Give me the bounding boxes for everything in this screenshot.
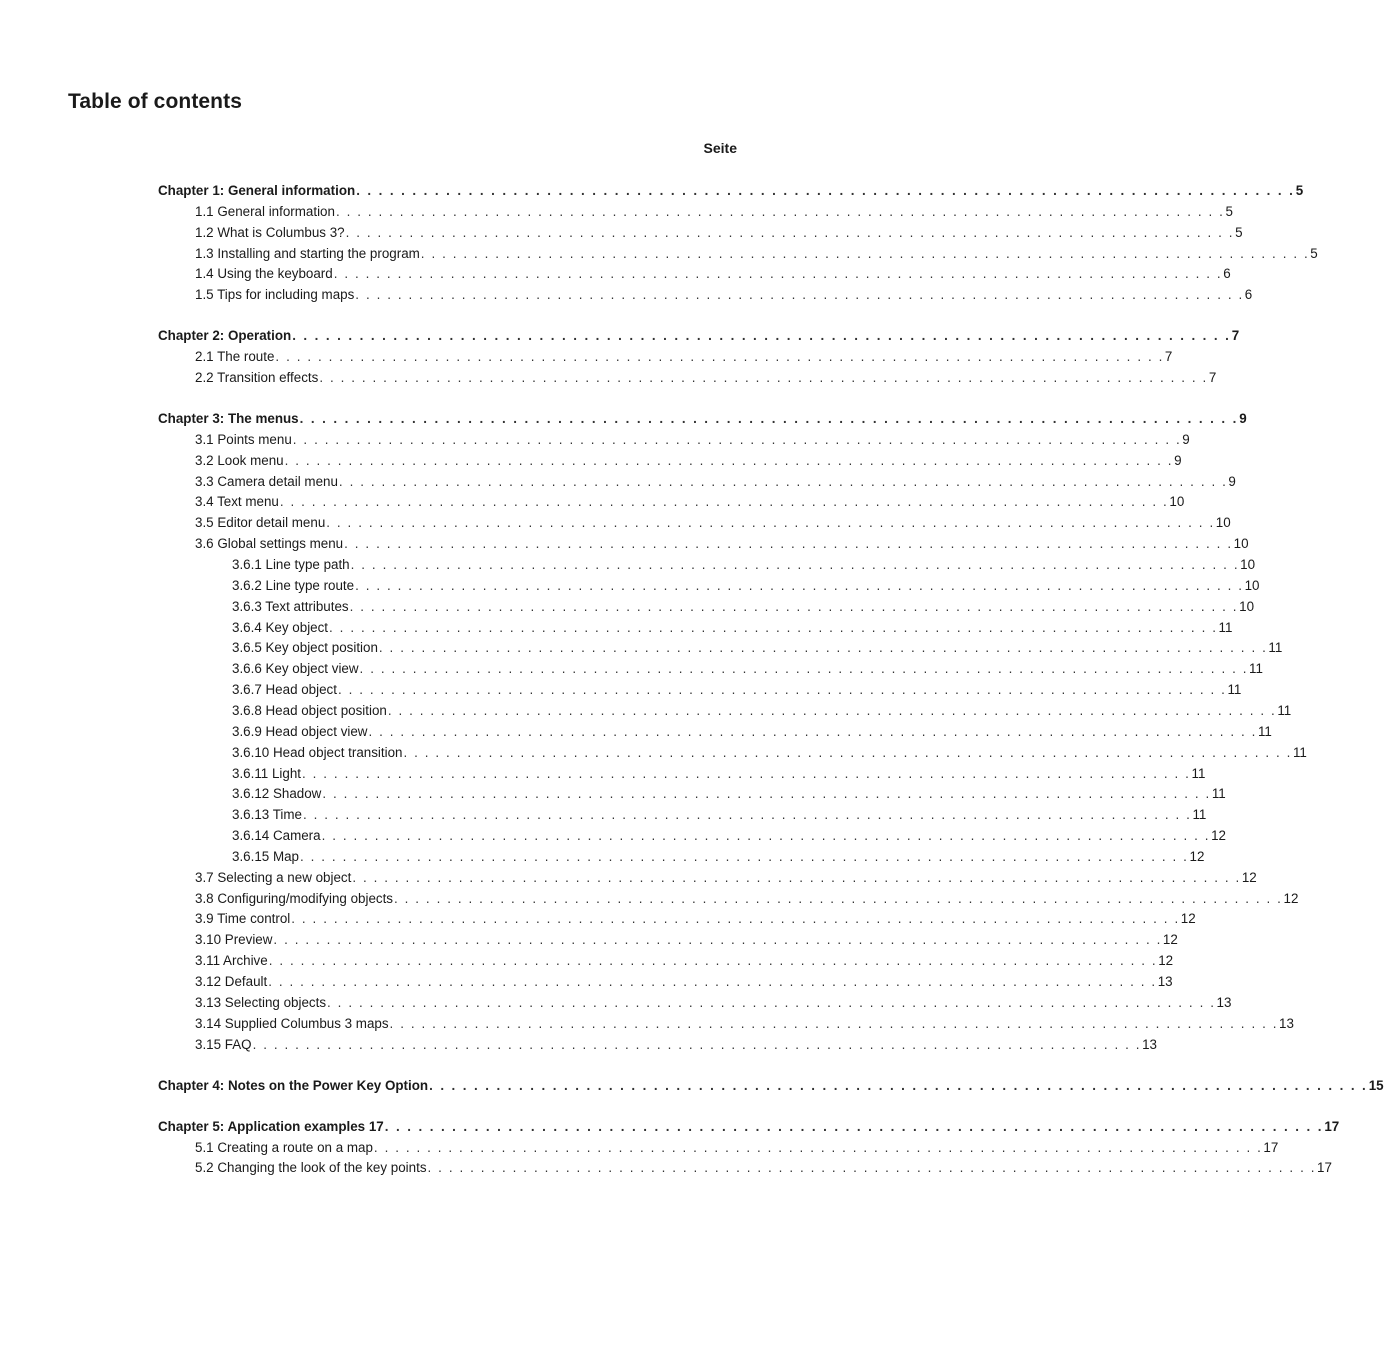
page-column-header: Seite [703,140,737,156]
toc-section-entry[interactable] [232,743,1307,763]
dot-leader: . . . . . . . . . . . . . . . . . . . . . . . . . . . . . . . . . . . . . . . . . . . . . . . . . . . . . . . . . . . . . . . . . . . . . . . . . . . . . . . . . . . . [368,723,1257,739]
dot-leader: . . . . . . . . . . . . . . . . . . . . . . . . . . . . . . . . . . . . . . . . . . . . . . . . . . . . . . . . . . . . . . . . . . . . . . . . . . . . . . . . . . . . [326,515,1215,531]
toc-section-entry[interactable] [232,555,1256,575]
toc-entry-title: 1.2 What is Columbus 3? [195,224,345,240]
toc-page-number: 17 [1324,1118,1340,1134]
toc-section-entry[interactable] [195,244,1318,264]
toc-section-entry[interactable] [232,576,1260,596]
toc-chapter-entry[interactable] [158,181,1304,201]
toc-entry-title: 3.6.8 Head object position [232,702,387,718]
toc-section-entry[interactable] [232,784,1226,804]
toc-section-entry[interactable] [195,347,1173,367]
toc-entry-title: 3.6 Global settings menu [195,536,344,552]
toc-entry-title: 3.6.1 Line type path [232,557,350,572]
toc-entry-title: 3.14 Supplied Columbus 3 maps [195,1015,389,1031]
toc-page-number: 15 [1368,1077,1384,1093]
toc-page-number: 17 [1317,1160,1332,1176]
toc-page-number: 5 [1235,224,1243,240]
toc-page-number: 12 [1241,869,1257,885]
dot-leader: . . . . . . . . . . . . . . . . . . . . . . . . . . . . . . . . . . . . . . . . . . . . . . . . . . . . . . . . . . . . . . . . . . . . . . . . . . . . . . . . . . . . [333,266,1223,282]
dot-leader: . . . . . . . . . . . . . . . . . . . . . . . . . . . . . . . . . . . . . . . . . . . . . . . . . . . . . . . . . . . . . . . . . . . . . . . . . . . . . . . . . . . . [302,807,1192,823]
dot-leader: . . . . . . . . . . . . . . . . . . . . . . . . . . . . . . . . . . . . . . . . . . . . . . . . . . . . . . . . . . . . . . . . . . . . . . . . . . . . . . . . . . . . [356,183,1295,198]
toc-entry-title: 3.11 Archive [195,953,268,969]
page-title: Table of contents [68,90,242,113]
toc-page-number: 5 [1295,183,1304,198]
toc-page-number: 11 [1249,661,1263,677]
toc-section-entry[interactable] [195,534,1249,554]
toc-page-number: 12 [1158,953,1174,969]
toc-section-entry[interactable] [232,826,1226,846]
toc-section-entry[interactable] [232,722,1272,742]
toc-section-entry[interactable] [195,202,1233,222]
dot-leader: . . . . . . . . . . . . . . . . . . . . . . . . . . . . . . . . . . . . . . . . . . . . . . . . . . . . . . . . . . . . . . . . . . . . . . . . . . . . . . . . . . . . [284,452,1174,468]
toc-page-number: 12 [1211,828,1226,844]
toc-entry-title: 3.7 Selecting a new object [195,869,352,885]
toc-section-entry[interactable] [195,930,1178,950]
dot-leader: . . . . . . . . . . . . . . . . . . . . . . . . . . . . . . . . . . . . . . . . . . . . . . . . . . . . . . . . . . . . . . . . . . . . . . . . . . . . . . . . . . . . [344,536,1233,552]
dot-leader: . . . . . . . . . . . . . . . . . . . . . . . . . . . . . . . . . . . . . . . . . . . . . . . . . . . . . . . . . . . . . . . . . . . . . . . . . . . . . . . . . . . . [384,1118,1324,1134]
dot-leader: . . . . . . . . . . . . . . . . . . . . . . . . . . . . . . . . . . . . . . . . . . . . . . . . . . . . . . . . . . . . . . . . . . . . . . . . . . . . . . . . . . . . [268,974,1157,989]
toc-page-number: 9 [1182,431,1190,447]
toc-page-number: 11 [1192,807,1207,823]
toc-entry-title: Chapter 5: Application examples 17 [158,1118,384,1134]
dot-leader: . . . . . . . . . . . . . . . . . . . . . . . . . . . . . . . . . . . . . . . . . . . . . . . . . . . . . . . . . . . . . . . . . . . . . . . . . . . . . . . . . . . . [335,203,1225,219]
toc-section-entry[interactable] [195,993,1232,1013]
toc-page-number: 5 [1225,203,1233,219]
toc-entry-title: 3.3 Camera detail menu [195,473,338,489]
toc-entry-title: 3.4 Text menu [195,494,279,510]
toc-section-entry[interactable] [195,951,1174,971]
toc-page-number: 13 [1216,994,1232,1010]
toc-entry-title: 3.6.11 Light [232,765,301,781]
toc-page-number: 11 [1292,744,1307,760]
toc-entry-title: 1.5 Tips for including maps [195,287,355,303]
dot-leader: . . . . . . . . . . . . . . . . . . . . . . . . . . . . . . . . . . . . . . . . . . . . . . . . . . . . . . . . . . . . . . . . . . . . . . . . . . . . . . . . . . . . [299,411,1239,427]
toc-section-entry[interactable] [195,1035,1157,1055]
toc-page-number: 10 [1240,557,1256,572]
toc-entry-title: 3.8 Configuring/modifying objects [195,890,393,906]
dot-leader: . . . . . . . . . . . . . . . . . . . . . . . . . . . . . . . . . . . . . . . . . . . . . . . . . . . . . . . . . . . . . . . . . . . . . . . . . . . . . . . . . . . . [429,1077,1368,1093]
dot-leader: . . . . . . . . . . . . . . . . . . . . . . . . . . . . . . . . . . . . . . . . . . . . . . . . . . . . . . . . . . . . . . . . . . . . . . . . . . . . . . . . . . . . [394,890,1283,906]
toc-page-number: 11 [1218,619,1233,635]
dot-leader: . . . . . . . . . . . . . . . . . . . . . . . . . . . . . . . . . . . . . . . . . . . . . . . . . . . . . . . . . . . . . . . . . . . . . . . . . . . . . . . . . . . . [373,1139,1263,1155]
dot-leader: . . . . . . . . . . . . . . . . . . . . . . . . . . . . . . . . . . . . . . . . . . . . . . . . . . . . . . . . . . . . . . . . . . . . . . . . . . . . . . . . . . . . [252,1036,1142,1052]
toc-entry-title: 3.5 Editor detail menu [195,515,326,531]
toc-section-entry[interactable] [232,847,1205,867]
toc-page-number: 11 [1268,640,1283,656]
toc-section-entry[interactable] [195,430,1190,450]
dot-leader: . . . . . . . . . . . . . . . . . . . . . . . . . . . . . . . . . . . . . . . . . . . . . . . . . . . . . . . . . . . . . . . . . . . . . . . . . . . . . . . . . . . . [291,911,1180,927]
toc-page-number: 6 [1244,287,1253,303]
dot-leader: . . . . . . . . . . . . . . . . . . . . . . . . . . . . . . . . . . . . . . . . . . . . . . . . . . . . . . . . . . . . . . . . . . . . . . . . . . . . . . . . . . . . [300,848,1189,864]
toc-chapter-entry[interactable] [158,409,1247,429]
toc-section-entry[interactable] [232,805,1207,825]
toc-section-entry[interactable] [195,889,1299,909]
toc-section-entry[interactable] [195,285,1253,305]
toc-page-number: 13 [1157,974,1173,989]
toc-entry-title: 3.6.2 Line type route [232,577,355,593]
toc-section-entry[interactable] [195,492,1185,512]
toc-page-number: 10 [1215,515,1231,531]
toc-page-number: 10 [1239,598,1255,614]
toc-section-entry[interactable] [195,472,1236,492]
toc-entry-title: 3.6.6 Key object view [232,661,359,677]
dot-leader: . . . . . . . . . . . . . . . . . . . . . . . . . . . . . . . . . . . . . . . . . . . . . . . . . . . . . . . . . . . . . . . . . . . . . . . . . . . . . . . . . . . . [268,953,1158,969]
toc-entry-title: 3.1 Points menu [195,431,292,447]
toc-section-entry[interactable] [232,680,1242,700]
toc-entry-title: 1.1 General information [195,203,335,219]
toc-entry-title: Chapter 3: The menus [158,411,299,427]
toc-entry-title: 3.12 Default [195,974,268,989]
toc-entry-title: 3.6.3 Text attributes [232,598,349,614]
toc-entry-title: 3.6.15 Map [232,848,299,864]
dot-leader: . . . . . . . . . . . . . . . . . . . . . . . . . . . . . . . . . . . . . . . . . . . . . . . . . . . . . . . . . . . . . . . . . . . . . . . . . . . . . . . . . . . . [350,557,1240,572]
toc-section-entry[interactable] [195,513,1231,533]
toc-chapter-entry[interactable] [158,326,1240,346]
toc-section-entry[interactable] [232,597,1255,617]
dot-leader: . . . . . . . . . . . . . . . . . . . . . . . . . . . . . . . . . . . . . . . . . . . . . . . . . . . . . . . . . . . . . . . . . . . . . . . . . . . . . . . . . . . . [355,287,1244,303]
toc-page-number: 10 [1244,577,1260,593]
toc-section-entry[interactable] [195,1158,1332,1178]
dot-leader: . . . . . . . . . . . . . . . . . . . . . . . . . . . . . . . . . . . . . . . . . . . . . . . . . . . . . . . . . . . . . . . . . . . . . . . . . . . . . . . . . . . . [359,661,1249,677]
dot-leader: . . . . . . . . . . . . . . . . . . . . . . . . . . . . . . . . . . . . . . . . . . . . . . . . . . . . . . . . . . . . . . . . . . . . . . . . . . . . . . . . . . . . [337,682,1227,698]
toc-entry-title: 3.6.4 Key object [232,619,329,635]
dot-leader: . . . . . . . . . . . . . . . . . . . . . . . . . . . . . . . . . . . . . . . . . . . . . . . . . . . . . . . . . . . . . . . . . . . . . . . . . . . . . . . . . . . . [389,1015,1279,1031]
toc-entry-title: 3.10 Preview [195,932,273,948]
dot-leader: . . . . . . . . . . . . . . . . . . . . . . . . . . . . . . . . . . . . . . . . . . . . . . . . . . . . . . . . . . . . . . . . . . . . . . . . . . . . . . . . . . . . [273,932,1162,948]
toc-chapter-entry[interactable] [158,1076,1384,1096]
toc-entry-title: 1.4 Using the keyboard [195,266,333,282]
toc-page-number: 12 [1283,890,1299,906]
toc-entry-title: Chapter 1: General information [158,183,356,198]
dot-leader: . . . . . . . . . . . . . . . . . . . . . . . . . . . . . . . . . . . . . . . . . . . . . . . . . . . . . . . . . . . . . . . . . . . . . . . . . . . . . . . . . . . . [302,765,1191,781]
toc-chapter-entry[interactable] [158,1117,1340,1137]
toc-page-number: 11 [1257,723,1272,739]
toc-section-entry[interactable] [232,659,1263,679]
toc-page-number: 17 [1263,1139,1279,1155]
dot-leader: . . . . . . . . . . . . . . . . . . . . . . . . . . . . . . . . . . . . . . . . . . . . . . . . . . . . . . . . . . . . . . . . . . . . . . . . . . . . . . . . . . . . [275,349,1164,365]
toc-page-number: 12 [1162,932,1178,948]
toc-page-number: 11 [1277,702,1292,718]
toc-page-number: 13 [1142,1036,1157,1052]
toc-page-number: 7 [1164,349,1173,365]
dot-leader: . . . . . . . . . . . . . . . . . . . . . . . . . . . . . . . . . . . . . . . . . . . . . . . . . . . . . . . . . . . . . . . . . . . . . . . . . . . . . . . . . . . . [355,577,1244,593]
dot-leader: . . . . . . . . . . . . . . . . . . . . . . . . . . . . . . . . . . . . . . . . . . . . . . . . . . . . . . . . . . . . . . . . . . . . . . . . . . . . . . . . . . . . [427,1160,1317,1176]
toc-entry-title: 2.2 Transition effects [195,370,319,385]
toc-section-entry[interactable] [232,638,1283,658]
toc-entry-title: 3.6.10 Head object transition [232,744,403,760]
toc-section-entry[interactable] [195,368,1217,388]
dot-leader: . . . . . . . . . . . . . . . . . . . . . . . . . . . . . . . . . . . . . . . . . . . . . . . . . . . . . . . . . . . . . . . . . . . . . . . . . . . . . . . . . . . . [349,598,1239,614]
toc-section-entry[interactable] [195,223,1243,243]
toc-section-entry[interactable] [195,972,1173,992]
toc-entry-title: 3.15 FAQ [195,1036,252,1052]
toc-entry-title: 3.6.12 Shadow [232,786,322,802]
toc-entry-title: 1.3 Installing and starting the program [195,245,420,261]
toc-entry-title: 3.9 Time control [195,911,291,927]
toc-page-number: 10 [1233,536,1249,552]
toc-page-number: 12 [1180,911,1196,927]
toc-section-entry[interactable] [195,868,1257,888]
dot-leader: . . . . . . . . . . . . . . . . . . . . . . . . . . . . . . . . . . . . . . . . . . . . . . . . . . . . . . . . . . . . . . . . . . . . . . . . . . . . . . . . . . . . [322,786,1211,802]
toc-entry-title: 3.6.5 Key object position [232,640,378,656]
dot-leader: . . . . . . . . . . . . . . . . . . . . . . . . . . . . . . . . . . . . . . . . . . . . . . . . . . . . . . . . . . . . . . . . . . . . . . . . . . . . . . . . . . . . [279,494,1169,510]
toc-entry-title: 3.6.13 Time [232,807,302,823]
dot-leader: . . . . . . . . . . . . . . . . . . . . . . . . . . . . . . . . . . . . . . . . . . . . . . . . . . . . . . . . . . . . . . . . . . . . . . . . . . . . . . . . . . . . [329,619,1218,635]
toc-entry-title: 3.6.9 Head object view [232,723,368,739]
toc-entry-title: 3.2 Look menu [195,452,284,468]
toc-entry-title: Chapter 4: Notes on the Power Key Option [158,1077,429,1093]
dot-leader: . . . . . . . . . . . . . . . . . . . . . . . . . . . . . . . . . . . . . . . . . . . . . . . . . . . . . . . . . . . . . . . . . . . . . . . . . . . . . . . . . . . . [420,245,1310,261]
toc-page-number: 7 [1231,328,1240,344]
toc-page-number: 6 [1223,266,1231,282]
toc-page-number: 12 [1189,848,1205,864]
toc-entry-title: 3.13 Selecting objects [195,994,327,1010]
dot-leader: . . . . . . . . . . . . . . . . . . . . . . . . . . . . . . . . . . . . . . . . . . . . . . . . . . . . . . . . . . . . . . . . . . . . . . . . . . . . . . . . . . . . [403,744,1292,760]
toc-section-entry[interactable] [232,618,1233,638]
toc-page-number: 13 [1279,1015,1294,1031]
dot-leader: . . . . . . . . . . . . . . . . . . . . . . . . . . . . . . . . . . . . . . . . . . . . . . . . . . . . . . . . . . . . . . . . . . . . . . . . . . . . . . . . . . . . [292,431,1182,447]
toc-entry-title: 2.1 The route [195,349,275,365]
toc-page-number: 11 [1211,786,1226,802]
toc-page-number: 5 [1310,245,1318,261]
toc-page-number: 9 [1228,473,1236,489]
dot-leader: . . . . . . . . . . . . . . . . . . . . . . . . . . . . . . . . . . . . . . . . . . . . . . . . . . . . . . . . . . . . . . . . . . . . . . . . . . . . . . . . . . . . [338,473,1228,489]
toc-entry-title: 5.1 Creating a route on a map [195,1139,373,1155]
toc-section-entry[interactable] [195,909,1196,929]
toc-page-number: 9 [1239,411,1247,427]
toc-section-entry[interactable] [195,451,1182,471]
dot-leader: . . . . . . . . . . . . . . . . . . . . . . . . . . . . . . . . . . . . . . . . . . . . . . . . . . . . . . . . . . . . . . . . . . . . . . . . . . . . . . . . . . . . [387,702,1277,718]
toc-entry-title: Chapter 2: Operation [158,328,292,344]
toc-section-entry[interactable] [232,764,1206,784]
toc-page-number: 10 [1169,494,1185,510]
dot-leader: . . . . . . . . . . . . . . . . . . . . . . . . . . . . . . . . . . . . . . . . . . . . . . . . . . . . . . . . . . . . . . . . . . . . . . . . . . . . . . . . . . . . [292,328,1231,344]
toc-page-number: 7 [1208,370,1217,385]
toc-section-entry[interactable] [232,701,1292,721]
dot-leader: . . . . . . . . . . . . . . . . . . . . . . . . . . . . . . . . . . . . . . . . . . . . . . . . . . . . . . . . . . . . . . . . . . . . . . . . . . . . . . . . . . . . [327,994,1216,1010]
toc-entry-title: 3.6.7 Head object [232,682,337,698]
toc-entry-title: 3.6.14 Camera [232,828,321,844]
toc-page-number: 11 [1227,682,1242,698]
toc-section-entry[interactable] [195,1138,1279,1158]
dot-leader: . . . . . . . . . . . . . . . . . . . . . . . . . . . . . . . . . . . . . . . . . . . . . . . . . . . . . . . . . . . . . . . . . . . . . . . . . . . . . . . . . . . . [321,828,1211,844]
toc-section-entry[interactable] [195,1014,1294,1034]
dot-leader: . . . . . . . . . . . . . . . . . . . . . . . . . . . . . . . . . . . . . . . . . . . . . . . . . . . . . . . . . . . . . . . . . . . . . . . . . . . . . . . . . . . . [378,640,1268,656]
toc-page-number: 11 [1191,765,1206,781]
dot-leader: . . . . . . . . . . . . . . . . . . . . . . . . . . . . . . . . . . . . . . . . . . . . . . . . . . . . . . . . . . . . . . . . . . . . . . . . . . . . . . . . . . . . [352,869,1241,885]
dot-leader: . . . . . . . . . . . . . . . . . . . . . . . . . . . . . . . . . . . . . . . . . . . . . . . . . . . . . . . . . . . . . . . . . . . . . . . . . . . . . . . . . . . . [345,224,1235,240]
toc-page-number: 9 [1174,452,1182,468]
toc-section-entry[interactable] [195,264,1231,284]
toc-entry-title: 5.2 Changing the look of the key points [195,1160,427,1176]
dot-leader: . . . . . . . . . . . . . . . . . . . . . . . . . . . . . . . . . . . . . . . . . . . . . . . . . . . . . . . . . . . . . . . . . . . . . . . . . . . . . . . . . . . . [319,370,1208,385]
